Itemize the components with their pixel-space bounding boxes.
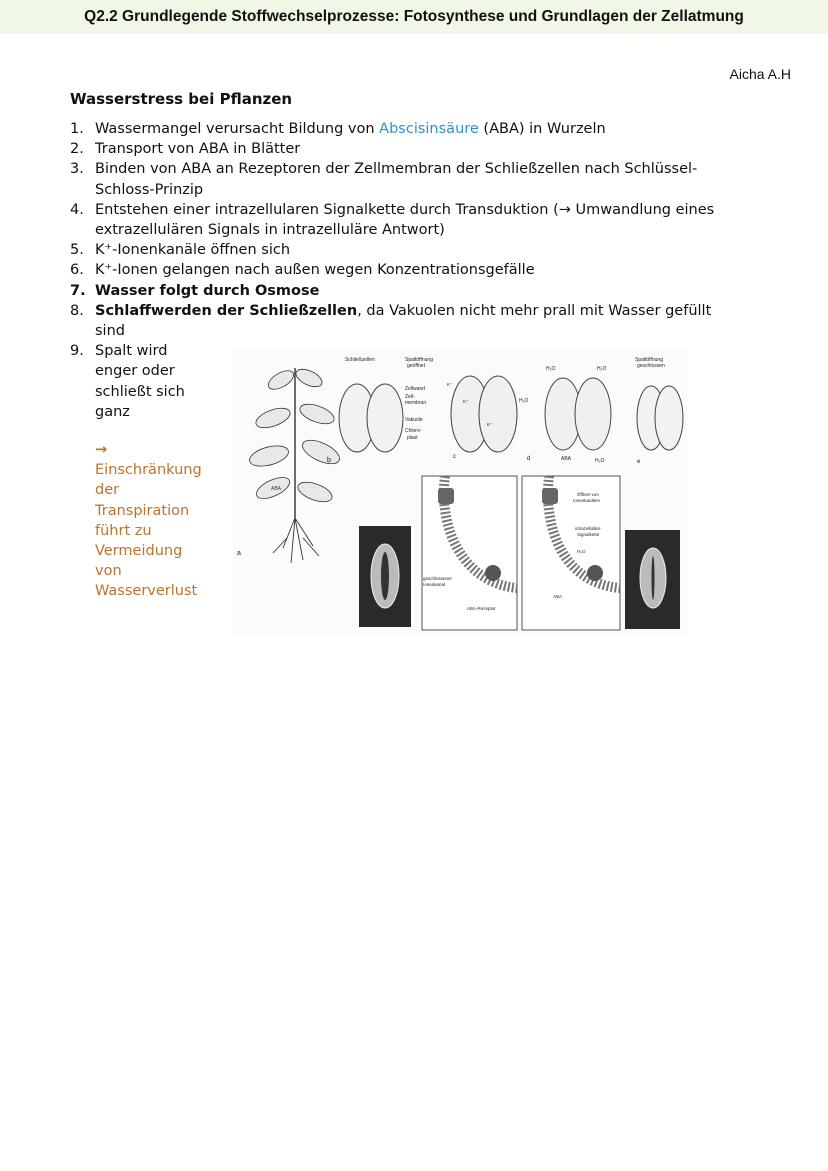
- step-text-bold: Schlaffwerden der Schließzellen: [95, 302, 358, 319]
- aba-receptor-left: [485, 565, 501, 581]
- list-item: [70, 301, 730, 341]
- label-a: a: [237, 550, 241, 557]
- stomata-figure: [233, 348, 687, 634]
- section-title: Wasserstress bei Pflanzen: [70, 90, 293, 108]
- k-ion-label: K⁺: [487, 422, 493, 427]
- consequence-line: Einschränkung: [95, 462, 202, 479]
- aba-label: ABA: [553, 594, 563, 599]
- step-number: 5.: [70, 242, 84, 259]
- label-b: b: [327, 457, 331, 464]
- consequence-line: von: [95, 563, 122, 580]
- step-number: 9.: [70, 343, 84, 360]
- label-chloro-2: plast: [407, 435, 418, 441]
- step-number: 6.: [70, 262, 84, 279]
- label-e: e: [637, 459, 641, 465]
- step-text: , da Vakuolen nicht mehr prall mit Wasser gefüllt sind: [95, 302, 712, 340]
- step-text: Spalt wird: [95, 343, 168, 360]
- list-item: [70, 139, 730, 159]
- k-ion-label: K⁺: [463, 399, 469, 404]
- step-text: Entstehen einer intrazellularen Signalkette durch Transduktion (→ Umwandlung eines extrazellulären Signals in intrazelluläre Antwort): [95, 201, 715, 239]
- micrograph-open-pore: [381, 552, 389, 600]
- label-spalt-zu-2: geschlossen: [637, 363, 665, 369]
- micrograph-closed-pore: [652, 556, 655, 600]
- h2o-label: H₂O: [519, 398, 529, 404]
- k-ion-label: K⁺: [447, 382, 453, 387]
- guard-cells-closed: [637, 386, 683, 450]
- step-text: enger oder: [95, 363, 175, 380]
- guard-cells-turgid: [451, 376, 517, 452]
- consequence-line: Transpiration: [95, 502, 190, 519]
- step-text: (ABA) in Wurzeln: [478, 121, 606, 137]
- h2o-label: H₂O: [546, 366, 556, 372]
- step-text: ganz: [95, 403, 130, 420]
- page-title: Q2.2 Grundlegende Stoffwechselprozesse: Fotosynthese und Grundlagen der Zellatmung: [84, 8, 744, 25]
- step-number: 7.: [70, 282, 86, 299]
- step-number: 2.: [70, 141, 84, 158]
- label-oeffnen-2: Ionenkanälen: [573, 498, 601, 503]
- label-signal: intrazelluläre: [575, 526, 601, 531]
- label-vakuole: Vakuole: [405, 417, 423, 423]
- label-c: c: [453, 454, 456, 460]
- aba-receptor-right: [587, 565, 603, 581]
- label-zellmembran-2: membran: [405, 400, 427, 406]
- label-spalt-zu: Spaltöffnung: [635, 357, 663, 363]
- step-text: Transport von ABA in Blätter: [95, 141, 301, 158]
- ion-channel-open: [542, 488, 558, 504]
- consequence-line: Vermeidung: [95, 543, 183, 560]
- label-geschl-kanal: geschlossener: [423, 576, 453, 581]
- step-text: K⁺-Ionen gelangen nach außen wegen Konzentrationsgefälle: [95, 262, 535, 279]
- h2o-label: H₂O: [577, 549, 586, 554]
- consequence-note: [95, 440, 225, 602]
- consequence-line: Wasserverlust: [95, 583, 198, 600]
- list-item: [70, 119, 730, 139]
- label-aba-rezeptor: ABA-Rezeptor: [467, 606, 496, 611]
- step-number: 3.: [70, 161, 84, 178]
- label-spalt-offen-2: geöffnet: [407, 363, 425, 369]
- label-zellmembran: Zell-: [405, 394, 415, 400]
- step-text: K⁺-Ionenkanäle öffnen sich: [95, 242, 291, 259]
- consequence-line: führt zu: [95, 522, 152, 539]
- step-text: Wassermangel verursacht Bildung von: [95, 121, 380, 137]
- consequence-line: der: [95, 482, 120, 499]
- list-item: [70, 159, 730, 199]
- step-text: Wasser folgt durch Osmose: [95, 282, 320, 299]
- label-geschl-kanal-2: Ionenkanal: [423, 582, 446, 587]
- aba-label: ABA: [561, 456, 572, 462]
- step-text: schließt sich: [95, 383, 185, 400]
- label-spalt-offen: Spaltöffnung: [405, 357, 433, 363]
- list-item: [70, 260, 730, 280]
- list-item: [70, 200, 730, 240]
- list-item: [70, 281, 730, 301]
- author-name: Aicha A.H: [729, 66, 791, 82]
- step-number: 1.: [70, 121, 84, 137]
- h2o-label: H₂O: [597, 366, 607, 372]
- step-number: 4.: [70, 201, 84, 218]
- label-d: d: [527, 456, 531, 462]
- h2o-label: H₂O: [595, 458, 605, 464]
- aba-plant-label: ABA: [271, 486, 282, 492]
- label-zellwand: Zellwand: [405, 386, 426, 392]
- list-item: [70, 240, 730, 260]
- abscisinsaeure-term: Abscisinsäure: [379, 121, 479, 137]
- ion-channel-closed: [438, 488, 454, 504]
- label-chloro: Chloro-: [405, 428, 422, 434]
- panel-open-channel: [522, 476, 620, 630]
- step-number: 8.: [70, 302, 84, 319]
- header-banner: [0, 0, 828, 34]
- label-schliesszellen: Schließzellen: [345, 357, 375, 363]
- arrow-icon: →: [95, 442, 108, 458]
- step-text: Binden von ABA an Rezeptoren der Zellmembran der Schließzellen nach Schlüssel-Schloss-Prinzip: [95, 161, 698, 198]
- label-oeffnen: Öffnen von: [577, 492, 599, 497]
- stomata-diagram: [233, 348, 687, 634]
- label-signal-2: Signalkette: [577, 532, 600, 537]
